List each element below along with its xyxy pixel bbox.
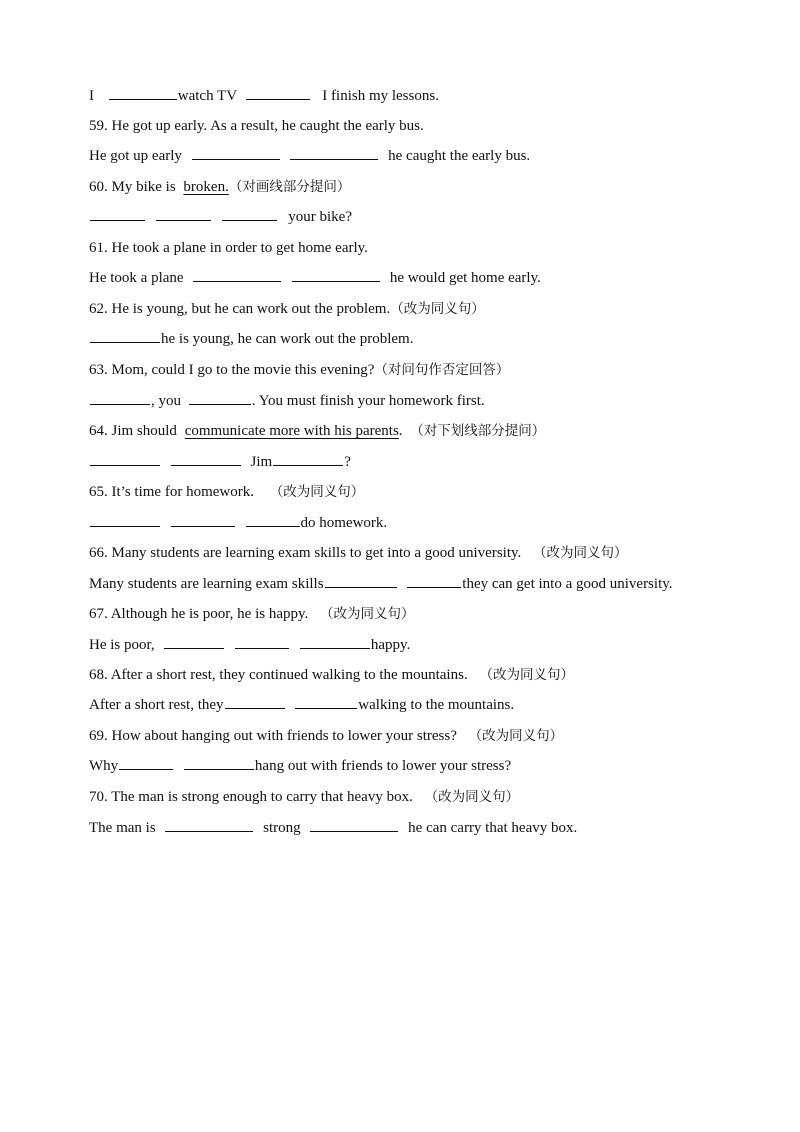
answer-blank[interactable] xyxy=(171,513,235,527)
answer-line-68 xyxy=(89,695,514,715)
answer-line-60 xyxy=(89,207,352,227)
answer-blank[interactable] xyxy=(192,146,280,160)
question-text: Mom, could I go to the movie this evening? xyxy=(111,362,375,378)
question-instruction: （改为同义句） xyxy=(269,484,365,500)
answer-text: happy. xyxy=(370,637,411,653)
answer-blank[interactable] xyxy=(325,574,397,588)
question-text: After a short rest, they continued walking to the mountains. xyxy=(110,667,468,683)
answer-text: I xyxy=(89,88,94,104)
answer-blank[interactable] xyxy=(407,574,461,588)
answer-blank[interactable] xyxy=(156,207,211,221)
answer-blank[interactable] xyxy=(164,635,224,649)
question-text: My bike is xyxy=(111,179,176,195)
answer-text: He took a plane xyxy=(89,270,184,286)
question-69 xyxy=(89,726,563,746)
answer-blank[interactable] xyxy=(90,207,145,221)
answer-blank[interactable] xyxy=(310,818,398,832)
question-instruction: （对画线部分提问） xyxy=(228,179,351,195)
answer-blank[interactable] xyxy=(90,391,150,405)
answer-text: they can get into a good university. xyxy=(462,576,673,592)
question-number: 62. xyxy=(89,301,108,317)
answer-blank[interactable] xyxy=(193,268,281,282)
answer-blank[interactable] xyxy=(290,146,378,160)
answer-text: strong xyxy=(263,820,301,836)
answer-line-66 xyxy=(89,574,673,594)
question-62 xyxy=(89,299,485,319)
question-70 xyxy=(89,787,519,807)
question-number: 66. xyxy=(89,545,108,561)
question-number: 61. xyxy=(89,240,108,256)
answer-text: I finish my lessons. xyxy=(322,88,439,104)
question-text: It’s time for homework. xyxy=(111,484,254,500)
answer-text: he can carry that heavy box. xyxy=(408,820,578,836)
question-number: 70. xyxy=(89,789,108,805)
answer-text: Jim xyxy=(250,454,273,470)
question-text: He is young, but he can work out the problem. xyxy=(111,301,391,317)
question-instruction: （改为同义句） xyxy=(390,301,485,317)
answer-text: he is young, he can work out the problem. xyxy=(161,331,414,347)
answer-blank[interactable] xyxy=(189,391,251,405)
answer-line-67 xyxy=(89,635,410,655)
answer-text: He got up early xyxy=(89,148,182,164)
answer-text: He is poor, xyxy=(89,637,155,653)
answer-blank[interactable] xyxy=(90,452,160,466)
answer-line-62 xyxy=(89,329,413,349)
question-text: Many students are learning exam skills to get into a good university. xyxy=(111,545,522,561)
answer-blank[interactable] xyxy=(300,635,370,649)
question-65 xyxy=(89,482,364,502)
question-instruction: （对问句作否定回答） xyxy=(374,362,510,378)
answer-blank[interactable] xyxy=(273,452,343,466)
underlined-text: broken. xyxy=(183,179,229,195)
question-text: He took a plane in order to get home early. xyxy=(111,240,368,256)
answer-text: walking to the mountains. xyxy=(358,697,515,713)
answer-text: watch TV xyxy=(177,88,237,104)
question-63 xyxy=(89,360,509,380)
answer-blank[interactable] xyxy=(165,818,253,832)
answer-text: he would get home early. xyxy=(389,270,541,286)
question-59 xyxy=(89,116,424,136)
question-instruction: （对下划线部分提问） xyxy=(410,423,546,439)
answer-blank[interactable] xyxy=(109,86,177,100)
question-instruction: （改为同义句） xyxy=(468,728,564,744)
answer-line-58 xyxy=(89,86,439,106)
question-68 xyxy=(89,665,574,685)
answer-text: he caught the early bus. xyxy=(388,148,531,164)
question-instruction: （改为同义句） xyxy=(424,789,520,805)
answer-blank[interactable] xyxy=(225,695,285,709)
answer-line-59 xyxy=(89,146,530,166)
answer-line-69 xyxy=(89,756,511,776)
answer-text: Why xyxy=(89,758,119,774)
question-number: 65. xyxy=(89,484,108,500)
question-number: 68. xyxy=(89,667,108,683)
question-66 xyxy=(89,543,628,563)
question-text: The man is strong enough to carry that heavy box. xyxy=(111,789,413,805)
answer-blank[interactable] xyxy=(171,452,241,466)
answer-text: . You must finish your homework first. xyxy=(251,393,485,409)
question-text: He got up early. As a result, he caught the early bus. xyxy=(111,118,424,134)
answer-blank[interactable] xyxy=(90,513,160,527)
answer-text: After a short rest, they xyxy=(89,697,224,713)
answer-blank[interactable] xyxy=(90,329,160,343)
answer-blank[interactable] xyxy=(292,268,380,282)
question-text: How about hanging out with friends to lower your stress? xyxy=(111,728,457,744)
answer-line-65 xyxy=(89,513,387,533)
answer-blank[interactable] xyxy=(235,635,289,649)
question-instruction: （改为同义句） xyxy=(320,606,415,622)
question-61 xyxy=(89,238,368,258)
answer-text: hang out with friends to lower your stress? xyxy=(254,758,512,774)
answer-blank[interactable] xyxy=(246,513,300,527)
answer-text: your bike? xyxy=(288,209,352,225)
answer-text: , you xyxy=(151,393,181,409)
question-instruction: （改为同义句） xyxy=(479,667,574,683)
answer-line-64 xyxy=(89,452,351,472)
question-number: 60. xyxy=(89,179,108,195)
answer-text: do homework. xyxy=(300,515,388,531)
answer-text: ? xyxy=(344,454,351,470)
question-number: 63. xyxy=(89,362,108,378)
answer-blank[interactable] xyxy=(184,756,254,770)
answer-line-70 xyxy=(89,818,577,838)
question-60 xyxy=(89,177,350,197)
question-number: 59. xyxy=(89,118,108,134)
answer-text: Many students are learning exam skills xyxy=(89,576,324,592)
answer-blank[interactable] xyxy=(246,86,310,100)
question-instruction: （改为同义句） xyxy=(533,545,628,561)
answer-blank[interactable] xyxy=(222,207,277,221)
question-64 xyxy=(89,421,545,441)
question-number: 64. xyxy=(89,423,108,439)
answer-blank[interactable] xyxy=(295,695,357,709)
question-text: Although he is poor, he is happy. xyxy=(110,606,309,622)
question-number: 67. xyxy=(89,606,108,622)
answer-blank[interactable] xyxy=(119,756,173,770)
question-text: Jim should xyxy=(111,423,177,439)
answer-text: The man is xyxy=(89,820,156,836)
answer-line-61 xyxy=(89,268,541,288)
question-text: . xyxy=(398,423,403,439)
underlined-text: communicate more with his parents xyxy=(184,423,399,439)
question-67 xyxy=(89,604,415,624)
answer-line-63 xyxy=(89,391,485,411)
question-number: 69. xyxy=(89,728,108,744)
